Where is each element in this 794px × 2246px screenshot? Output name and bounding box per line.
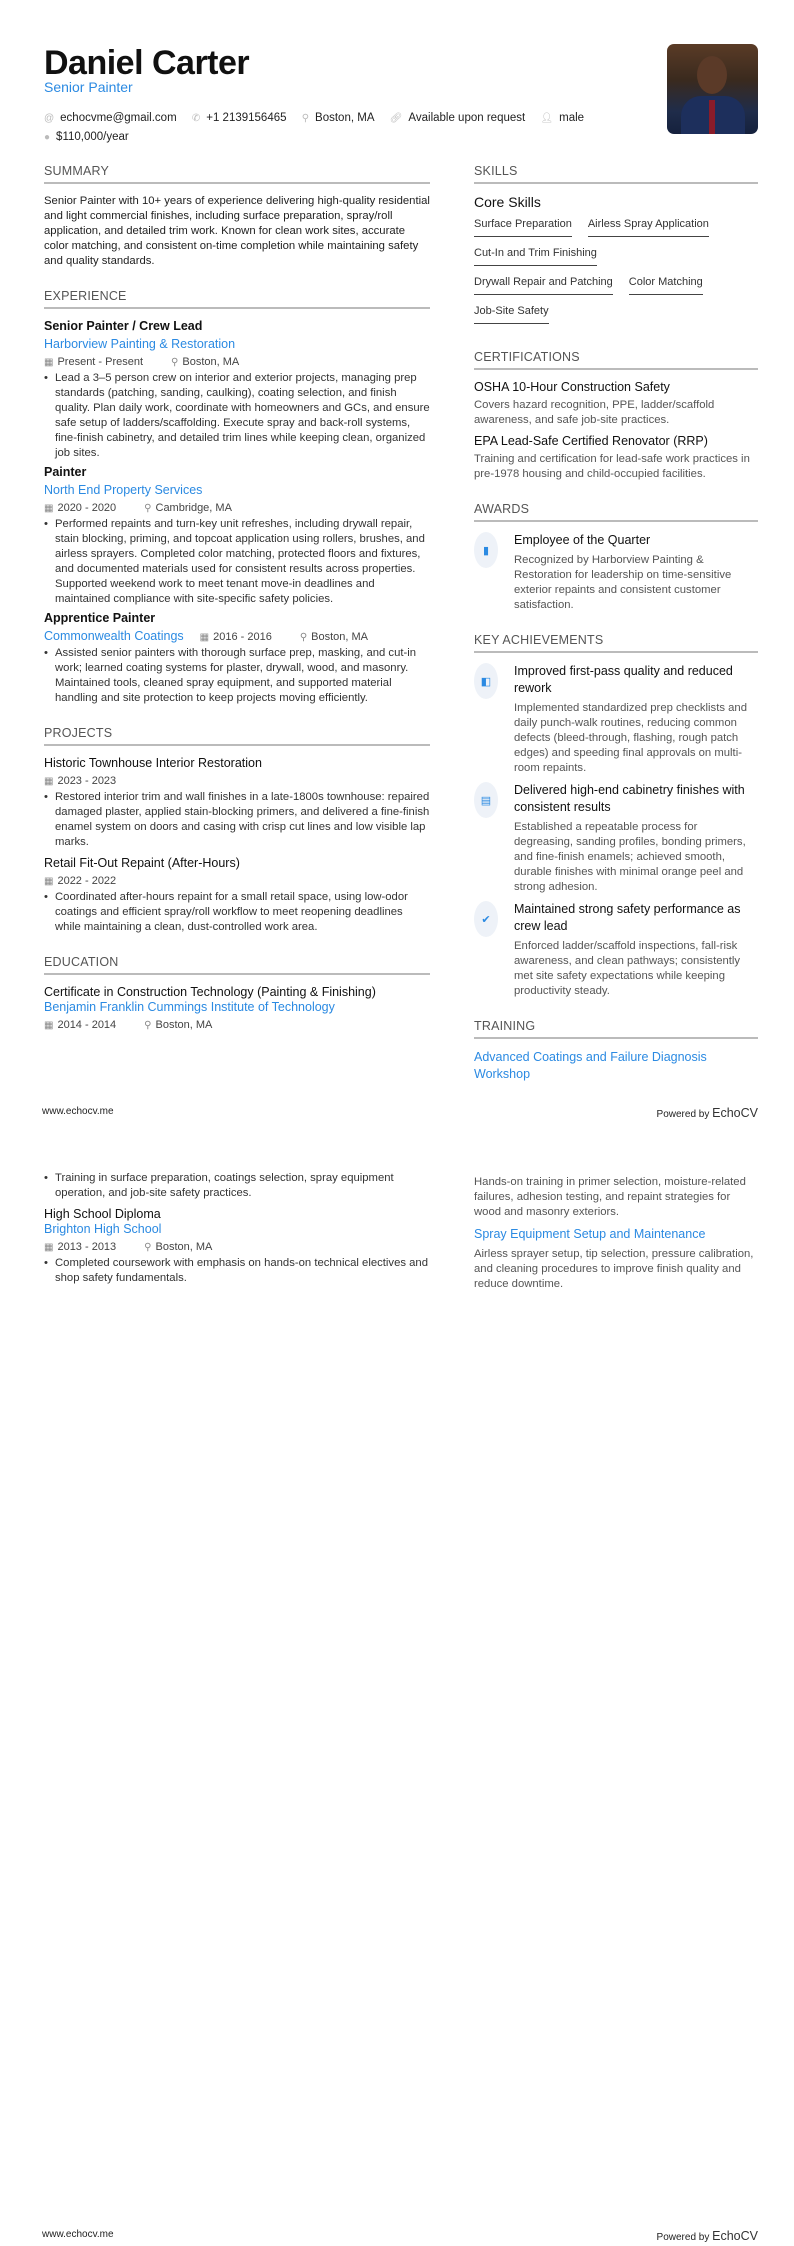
contact-link[interactable]: 🔗︎ Available upon request — [389, 112, 526, 124]
money-icon: ● — [44, 132, 51, 143]
award-desc: Recognized by Harborview Painting & Restoration for leadership on time-sensitive exterior repaints and consistent customer satisfaction. — [514, 554, 732, 611]
achievement-title: Delivered high-end cabinetry finishes with consistent results — [514, 783, 745, 814]
achievements-section — [474, 633, 758, 999]
candidate-title: Senior Painter — [44, 79, 133, 95]
project-dates: 2023 - 2023 — [57, 775, 117, 787]
location-icon: ⚲ — [171, 357, 179, 368]
job-title: Painter — [44, 465, 87, 479]
page-footer — [42, 1106, 758, 1120]
page-2 — [0, 1123, 794, 2246]
job-title: Apprentice Painter — [44, 611, 156, 625]
job-bullet: • Assisted senior painters with thorough surface prep, masking, and cut-in work; learned coating systems for plaster, drywall, wood, and masonry. Maintained tools, cleaned spray equipment, and supported material handling and site protection to keep projects moving efficiently. — [44, 646, 430, 706]
certification-desc: Covers hazard recognition, PPE, ladder/scaffold awareness, and safe job-site practices. — [474, 399, 715, 426]
summary-section — [44, 164, 430, 269]
location-icon: ⚲ — [301, 113, 310, 124]
company-name: Commonwealth Coatings — [44, 629, 184, 643]
job-bullet: • Performed repaints and turn-key unit refreshes, including drywall repair, stain blocking, priming, and topcoat application using rollers, brushes, and airless sprayers. Completed color matching, protected floors and fixtures, and documented materials used for consistent results across properties. Supported weekend work to meet tenant move-in deadlines and maintained compliance with site-specific safety policies. — [44, 517, 430, 607]
skill-tag: Color Matching — [629, 272, 703, 295]
company-name: North End Property Services — [44, 483, 203, 497]
degree: Certificate in Construction Technology (Painting & Finishing) — [44, 985, 376, 999]
experience-item — [44, 465, 430, 607]
skill-tag: Airless Spray Application — [588, 214, 709, 237]
job-dates: 2020 - 2020 — [57, 502, 117, 514]
job-dates: Present - Present — [57, 356, 144, 368]
training-desc: Hands-on training in primer selection, moisture-related failures, adhesion testing, and repaint strategies for wood and masonry exteriors. — [474, 1176, 746, 1218]
achievement-item — [474, 782, 758, 895]
section-heading: TRAINING — [474, 1019, 758, 1039]
skill-group-title: Core Skills — [474, 194, 541, 210]
achievement-desc: Enforced ladder/scaffold inspections, fall-risk awareness, and clean pathways; consistently met site safety expectations while keeping productivity steady. — [514, 940, 741, 997]
skill-tag: Surface Preparation — [474, 214, 572, 237]
education-location: Boston, MA — [155, 1019, 213, 1031]
achievement-title: Maintained strong safety performance as crew lead — [514, 902, 741, 933]
at-icon: @ — [44, 113, 55, 124]
achievement-title: Improved first-pass quality and reduced rework — [514, 664, 733, 695]
calendar-chart-icon: ▤ — [474, 782, 498, 818]
company-name: Harborview Painting & Restoration — [44, 337, 236, 351]
job-bullet: • Lead a 3–5 person crew on interior and exterior projects, managing prep standards (patching, sanding, caulking), coating selection, and finish quality. Plan daily work, coordinate with homeowners and GCs, and ensure safe setup of ladders/scaffolding. Execute spray and back-roll systems, fine-finish cabinetry, and detailed trim lines while keeping clean, organized job sites. — [44, 371, 430, 461]
calendar-icon: ▦ — [44, 1020, 54, 1031]
skill-tag: Cut-In and Trim Finishing — [474, 243, 597, 266]
calendar-icon: ▦ — [44, 876, 54, 887]
job-location: Boston, MA — [311, 631, 369, 643]
achievement-item — [474, 663, 758, 776]
education-bullet: • Training in surface preparation, coatings selection, spray equipment operation, and job-site safety practices. — [44, 1171, 430, 1201]
left-column — [44, 164, 430, 1051]
project-title: Retail Fit-Out Repaint (After-Hours) — [44, 856, 240, 870]
project-bullet: • Restored interior trim and wall finishes in a late-1800s townhouse: repaired damaged plaster, applied stain-blocking primers, and delivered a fine-finish enamel system on doors and casing with crisp cut lines and low visible lap marks. — [44, 790, 430, 850]
contact-email[interactable]: @ echocvme@gmail.com — [44, 112, 177, 124]
school-name: Benjamin Franklin Cummings Institute of Technology — [44, 1000, 335, 1014]
training-title: Spray Equipment Setup and Maintenance — [474, 1227, 706, 1241]
awards-section — [474, 502, 758, 613]
location-icon: ⚲ — [299, 632, 308, 643]
section-heading: EXPERIENCE — [44, 289, 430, 309]
experience-item — [44, 611, 430, 706]
footer-powered: Powered by — [656, 1109, 710, 1120]
page-footer — [42, 2229, 758, 2243]
achievement-desc: Established a repeatable process for degreasing, sanding profiles, bonding primers, and fine-finish enamels; achieved smooth, durable finishes with minimal orange peel and strong adhesion. — [514, 821, 746, 893]
summary-text: Senior Painter with 10+ years of experience delivering high-quality residential and light commercial finishes, including surface preparation, spray/roll application, and detailed trim work. Known for clean work sites, accurate color matching, and consistent on-time completion while maintaining safety and quality standards. — [44, 195, 430, 267]
clipboard-icon: ▮ — [474, 532, 498, 568]
training-desc: Airless sprayer setup, tip selection, pressure calibration, and cleaning procedures to improve finish quality and reduce downtime. — [474, 1248, 754, 1290]
section-heading: SKILLS — [474, 164, 758, 184]
project-bullet: • Coordinated after-hours repaint for a small retail space, using low-odor coatings and efficient spray/roll workflow to meet reopening deadlines while maintaining a clean, dust-controlled work area. — [44, 890, 430, 935]
right-column — [474, 164, 758, 1103]
skills-section — [474, 164, 758, 330]
achievement-desc: Implemented standardized prep checklists and daily punch-walk routines, reducing common defects (bleed-through, flashing, rough patch edges) and speeding final approvals on multi-room repaints. — [514, 702, 747, 774]
person-icon: 👤︎ — [540, 113, 554, 124]
projects-section — [44, 726, 430, 935]
job-title: Senior Painter / Crew Lead — [44, 319, 203, 333]
achievement-item — [474, 901, 758, 999]
section-heading: SUMMARY — [44, 164, 430, 184]
section-heading: EDUCATION — [44, 955, 430, 975]
link-icon: 🔗︎ — [389, 113, 403, 124]
degree: High School Diploma — [44, 1207, 161, 1221]
calendar-icon: ▦ — [44, 776, 54, 787]
education-dates: 2014 - 2014 — [57, 1019, 117, 1031]
section-heading: KEY ACHIEVEMENTS — [474, 633, 758, 653]
certification-desc: Training and certification for lead-safe work practices in pre-1978 housing and child-occupied facilities. — [474, 453, 750, 480]
calendar-icon: ▦ — [199, 632, 210, 643]
school-name: Brighton High School — [44, 1222, 162, 1236]
education-bullet: • Completed coursework with emphasis on hands-on technical electives and shop safety fundamentals. — [44, 1256, 430, 1286]
section-heading: AWARDS — [474, 502, 758, 522]
calendar-icon: ▦ — [44, 503, 54, 514]
award-title: Employee of the Quarter — [514, 533, 651, 547]
section-heading: PROJECTS — [44, 726, 430, 746]
education-dates: 2013 - 2013 — [57, 1241, 117, 1253]
footer-powered: Powered by — [656, 2232, 710, 2243]
contact-phone[interactable]: ✆ +1 2139156465 — [191, 112, 287, 124]
contact-gender: 👤︎ male — [540, 112, 585, 124]
job-location: Boston, MA — [182, 356, 240, 368]
candidate-name: Daniel Carter — [44, 44, 250, 82]
project-title: Historic Townhouse Interior Restoration — [44, 756, 262, 770]
experience-section — [44, 289, 430, 706]
footer-site[interactable]: www.echocv.me — [42, 2229, 114, 2240]
contact-location: ⚲ Boston, MA — [301, 112, 375, 124]
left-column-continued — [44, 1171, 430, 1286]
location-icon: ⚲ — [144, 503, 152, 514]
profile-photo — [667, 44, 758, 134]
footer-brand: EchoCV — [712, 1106, 758, 1120]
certifications-section — [474, 350, 758, 482]
award-item — [474, 532, 758, 613]
job-location: Cambridge, MA — [155, 502, 232, 514]
experience-item — [44, 319, 430, 461]
job-dates: 2016 - 2016 — [213, 631, 272, 643]
calendar-icon: ▦ — [44, 357, 54, 368]
education-location: Boston, MA — [155, 1241, 213, 1253]
education-section — [44, 955, 430, 1031]
contact-list — [44, 109, 604, 147]
section-heading: CERTIFICATIONS — [474, 350, 758, 370]
skill-tag: Drywall Repair and Patching — [474, 272, 613, 295]
footer-brand: EchoCV — [712, 2229, 758, 2243]
calendar-icon: ▦ — [44, 1242, 54, 1253]
training-title: Advanced Coatings and Failure Diagnosis Workshop — [474, 1050, 707, 1081]
project-dates: 2022 - 2022 — [57, 875, 117, 887]
location-icon: ⚲ — [144, 1020, 152, 1031]
skill-tag: Job-Site Safety — [474, 301, 549, 324]
phone-icon: ✆ — [191, 113, 201, 124]
footer-site[interactable]: www.echocv.me — [42, 1106, 114, 1117]
code-icon: ◧ — [474, 663, 498, 699]
training-section — [474, 1019, 758, 1083]
right-column-continued — [474, 1175, 758, 1292]
certification-title: EPA Lead-Safe Certified Renovator (RRP) — [474, 434, 708, 448]
location-icon: ⚲ — [144, 1242, 152, 1253]
certification-title: OSHA 10-Hour Construction Safety — [474, 380, 670, 394]
check-badge-icon: ✔ — [474, 901, 498, 937]
contact-salary: ● $110,000/year — [44, 131, 129, 143]
